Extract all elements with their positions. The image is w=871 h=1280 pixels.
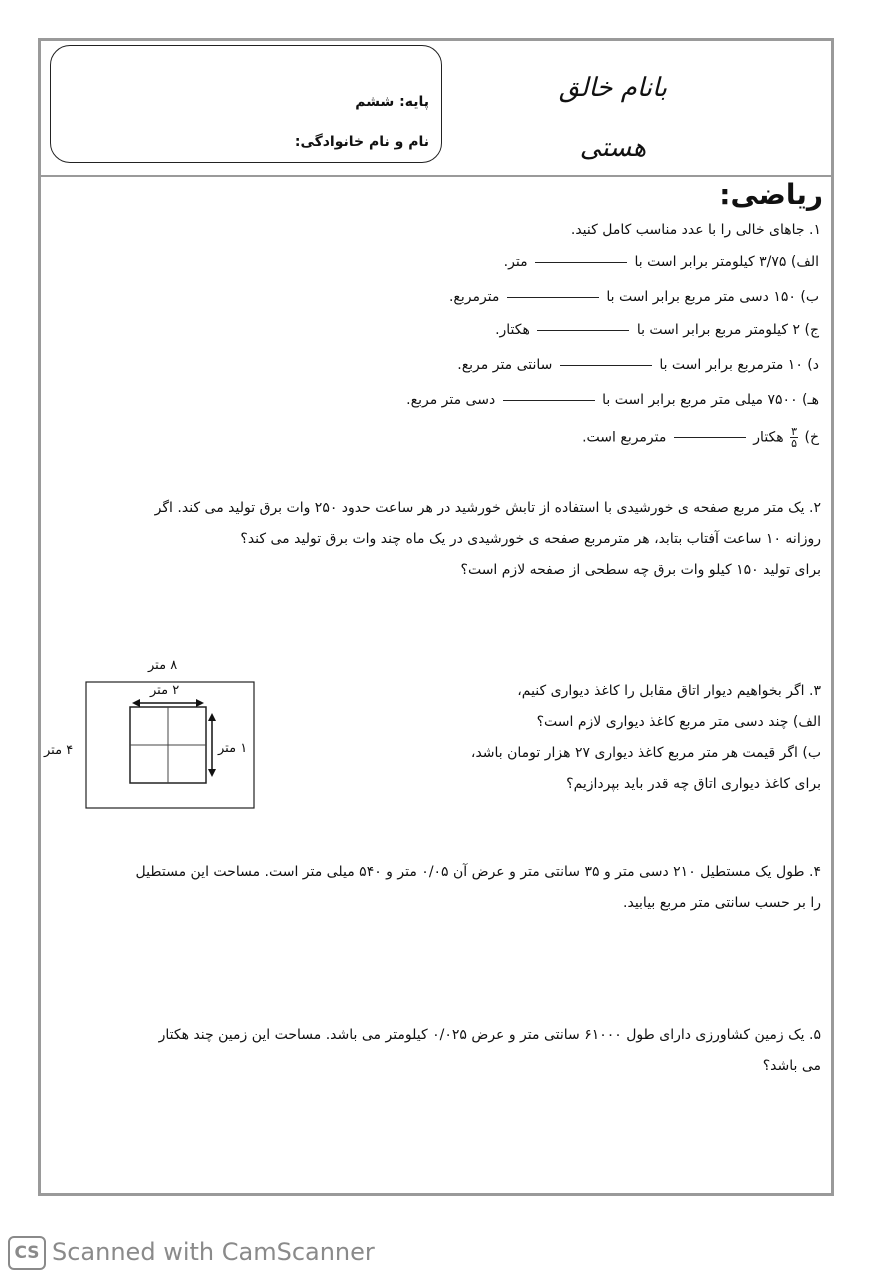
q2-line2: روزانه ۱۰ ساعت آفتاب بتابد، هر مترمربع صفحه ی خورشیدی در یک ماه چند وات برق تولید می کند؟	[240, 531, 821, 547]
q1-item-b-blank[interactable]	[507, 297, 599, 298]
q1-item-e-blank[interactable]	[503, 400, 595, 401]
wall-width-label: ۸ متر	[148, 658, 178, 673]
q1-item-a-before: الف) ۳/۷۵ کیلومتر برابر است با	[634, 254, 819, 270]
q1-item-d-blank[interactable]	[560, 365, 652, 366]
q1-item-f-after: مترمربع است.	[582, 429, 667, 446]
subject-title: ریاضی:	[719, 178, 823, 211]
q1-item-a-after: متر.	[503, 254, 528, 270]
q3-line1: ۳. اگر بخواهیم دیوار اتاق مقابل را کاغذ دیواری کنیم،	[517, 683, 821, 699]
q1-item-c-blank[interactable]	[537, 330, 629, 331]
q3-line2: الف) چند دسی متر مربع کاغذ دیواری لازم است؟	[536, 714, 821, 730]
width-arrow-right	[196, 699, 204, 707]
q3-line3: ب) اگر قیمت هر متر مربع کاغذ دیواری ۲۷ هزار تومان باشد،	[470, 745, 821, 761]
q1-item-e	[406, 392, 819, 408]
fraction-numerator: ۳	[791, 425, 798, 438]
q1-item-a-blank[interactable]	[535, 262, 627, 263]
q1-item-d-before: د) ۱۰ مترمربع برابر است با	[659, 357, 819, 373]
fraction	[790, 426, 798, 449]
calligraphy-title: بانام خالق هستی	[558, 73, 668, 163]
wall-diagram	[40, 655, 280, 815]
q1-item-b-before: ب) ۱۵۰ دسی متر مربع برابر است با	[606, 289, 819, 305]
q1-item-f-middle: هکتار	[753, 429, 784, 446]
wall-diagram-svg	[40, 655, 280, 815]
wall-height-label: ۴ متر	[44, 743, 74, 758]
q3-line4: برای کاغذ دیواری اتاق چه قدر باید بپردازیم؟	[566, 776, 821, 792]
q1-item-f-blank[interactable]	[674, 437, 746, 438]
q4-line1: ۴. طول یک مستطیل ۲۱۰ دسی متر و ۳۵ سانتی متر و عرض آن ۰/۰۵ متر و ۵۴۰ میلی متر است. مساحت این مستطیل	[135, 864, 821, 880]
q1-item-c	[495, 322, 819, 338]
q1-item-d-after: سانتی متر مربع.	[457, 357, 553, 373]
fraction-denominator: ۵	[791, 437, 798, 450]
q1-prompt: ۱. جاهای خالی را با عدد مناسب کامل کنید.	[570, 222, 821, 238]
q1-item-d	[457, 357, 819, 373]
q1-item-f	[582, 426, 819, 449]
q1-item-a	[504, 254, 819, 270]
q5-line2: می باشد؟	[762, 1058, 821, 1074]
header-divider	[38, 175, 834, 177]
camscanner-logo-icon: CS	[8, 1236, 46, 1270]
q2-line3: برای تولید ۱۵۰ کیلو وات برق چه سطحی از صفحه لازم است؟	[460, 562, 821, 578]
q1-item-b-after: مترمربع.	[448, 289, 500, 305]
q4-line2: را بر حسب سانتی متر مربع بیابید.	[623, 895, 821, 911]
q1-item-f-prefix: خ)	[804, 429, 819, 446]
name-label: نام و نام خانوادگی:	[294, 134, 429, 150]
camscanner-text: Scanned with CamScanner	[52, 1238, 375, 1266]
q1-item-c-before: ج) ۲ کیلومتر مربع برابر است با	[636, 322, 819, 338]
page-frame	[38, 38, 834, 1196]
q5-line1: ۵. یک زمین کشاورزی دارای طول ۶۱۰۰۰ سانتی متر و عرض ۰/۰۲۵ کیلومتر می باشد. مساحت این زمین چند هکتار	[158, 1027, 821, 1043]
window-height-label: ۱ متر	[218, 741, 248, 756]
width-arrow-left	[132, 699, 140, 707]
camscanner-watermark	[8, 1236, 375, 1270]
window-width-label: ۲ متر	[150, 683, 180, 698]
q1-item-c-after: هکتار.	[495, 322, 530, 338]
height-arrow-bottom	[208, 769, 216, 777]
height-arrow-top	[208, 713, 216, 721]
q2-line1: ۲. یک متر مربع صفحه ی خورشیدی با استفاده از تابش خورشید در هر ساعت حدود ۲۵۰ وات برق تولید می کند. اگر	[154, 500, 821, 516]
q1-item-e-before: هـ) ۷۵۰۰ میلی متر مربع برابر است با	[602, 392, 819, 408]
grade-label: پایه: ششم	[355, 94, 429, 110]
q1-item-e-after: دسی متر مربع.	[406, 392, 496, 408]
student-info-box	[50, 45, 442, 163]
q1-item-b	[449, 289, 819, 305]
